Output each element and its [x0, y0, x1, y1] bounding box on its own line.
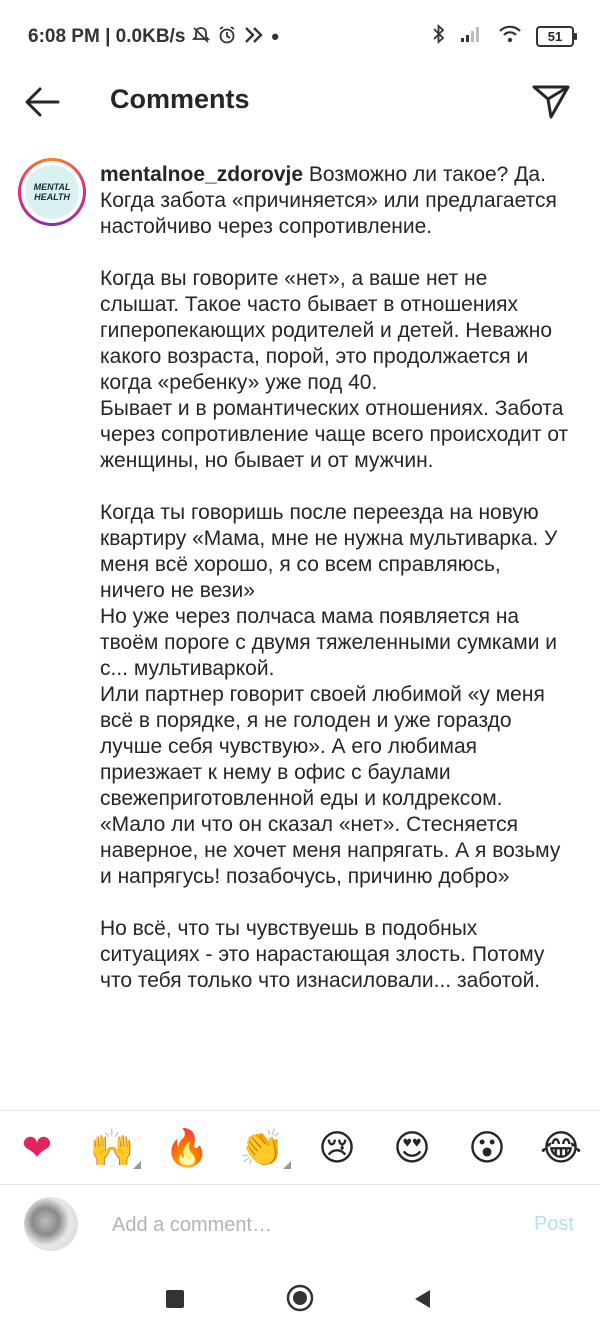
status-time: 6:08 PM | 0.0KB/s: [28, 26, 186, 47]
system-nav-bar: [0, 1262, 600, 1332]
paper-plane-icon[interactable]: [530, 80, 572, 122]
emoji-crying-face[interactable]: 😢: [318, 1127, 356, 1169]
page-title: Comments: [110, 84, 250, 114]
avatar[interactable]: [18, 158, 86, 226]
avatar-image: MENTAL HEALTH: [25, 165, 79, 219]
alarm-icon: [217, 25, 237, 50]
caption-text: Возможно ли такое? Да. Когда забота «причиняется» или предлагается настойчиво через сопротивление.: [100, 163, 557, 238]
caption-paragraph: Когда вы говорите «нет», а ваше нет не слышат. Такое часто бывает в отношениях гиперопекающих родителей и детей. Неважно какого возраста, порой, это продолжается и когда «ребенку» уже под 40. Бывает и в романтических отношениях. Забота через сопротивление чаще всего происходит от женщины, но бывает и от мужчин.: [100, 267, 569, 472]
bluetooth-icon: [432, 24, 446, 49]
nav-back-button[interactable]: [412, 1288, 432, 1315]
caption-paragraph: Когда ты говоришь после переезда на новую квартиру «Мама, мне не нужна мультиварка. У меня всё хорошо, я со всем справляюсь, ничего не вези» Но уже через полчаса мама появляется на твоём пороге с двумя тяжеленными сумками и с... мультиваркой. Или партнер говорит своей любимой «у меня всё в порядке, я не голоден и уже гораздо лучше себя чувствую». А его любимая приезжает к нему в офис с баулами свежеприготовленной еды и колдрексом. «Мало ли что он сказал «нет». Стесняется наверное, не хочет меня напрягать. А я возьму и напрягусь! позабочусь, причиню добро»: [100, 501, 561, 888]
emoji-raising-hands[interactable]: 🙌: [89, 1125, 135, 1171]
header: [0, 72, 600, 132]
caption: [100, 162, 570, 1020]
current-user-avatar: [24, 1197, 78, 1251]
comment-bar: [0, 1184, 600, 1263]
emoji-red-heart[interactable]: ❤: [21, 1127, 53, 1169]
avatar-ring-gap: [21, 161, 83, 223]
wifi-icon: [498, 25, 522, 48]
emoji-open-mouth[interactable]: 😮: [468, 1127, 506, 1169]
variants-indicator: [133, 1161, 141, 1169]
emoji-clapping-hands[interactable]: 👏: [239, 1125, 285, 1171]
comment-input[interactable]: [110, 1207, 494, 1243]
battery-icon: 51: [536, 26, 574, 47]
emoji-tears-of-joy[interactable]: 😂: [539, 1127, 583, 1169]
mute-icon: [191, 25, 211, 50]
data-saver-icon: [243, 25, 265, 50]
emoji-bar: [0, 1110, 600, 1185]
home-button[interactable]: [286, 1284, 314, 1312]
recents-button[interactable]: [166, 1290, 184, 1308]
emoji-heart-eyes[interactable]: 😍: [393, 1127, 431, 1169]
variants-indicator: [283, 1161, 291, 1169]
post-button[interactable]: Post: [533, 1213, 574, 1235]
back-arrow-icon[interactable]: [20, 80, 64, 124]
caption-paragraph: [100, 162, 570, 240]
status-right: [432, 24, 574, 49]
signal-icon: [460, 25, 484, 48]
dot-icon: •: [271, 24, 280, 49]
status-left: [28, 24, 279, 50]
status-bar: [0, 0, 600, 72]
caption-paragraph: Но всё, что ты чувствуешь в подобных ситуациях - это нарастающая злость. Потому что тебя только что изнасиловали... заботой.: [100, 917, 545, 992]
username-link[interactable]: mentalnoe_zdorovje: [100, 163, 304, 186]
emoji-fire[interactable]: 🔥: [164, 1128, 210, 1169]
